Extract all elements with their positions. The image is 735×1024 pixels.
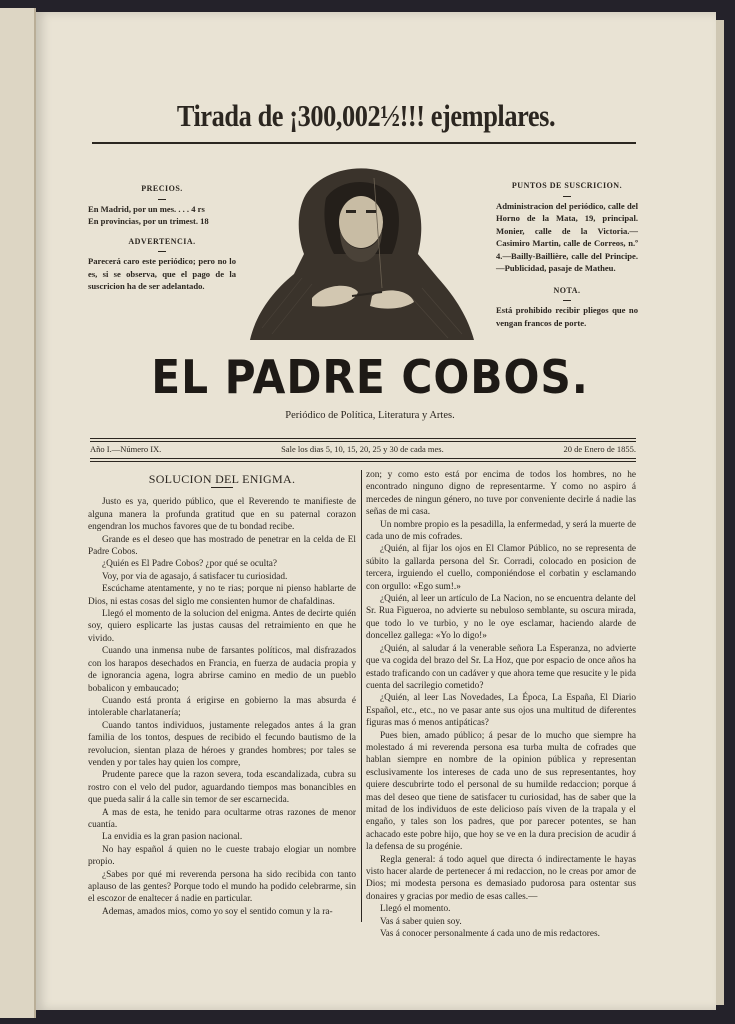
paragraph: Voy, por via de agasajo, á satisfacer tu curiosidad.	[102, 571, 288, 582]
paragraph: ¿Quién, al saludar á la venerable señora La Esperanza, no advierte que va cogida del brazo del Sr. La Hoz, que por espacio de once años ha estado traficando con un cadáver y que ahora teme que resucite y le pida cuenta del sacrilegio cometido?	[366, 643, 636, 691]
top-rule	[92, 142, 636, 144]
article-column-1	[88, 471, 356, 918]
price-provinces: En provincias, por un trimest. 18	[88, 216, 209, 226]
paragraph: ¿Sabes por qué mi reverenda persona ha sido recibida con tanto aplauso de las gentes? Porque todo el mundo ha podido celebrarme, sin el escozor de enaltecer á nadie en particular.	[88, 869, 356, 905]
monk-illustration	[242, 158, 484, 340]
paragraph: Cuando una inmensa nube de farsantes políticos, mal disfrazados con los harapos desechados en Francia, en fuerza de audacia propia y de ignorancia agena, logra abrirse camino en medio de un pueblo bobalicon y embaucado;	[88, 646, 356, 694]
paragraph: No hay español á quien no le cueste trabajo elogiar un nombre propio.	[88, 844, 356, 868]
page-edge	[716, 20, 724, 1005]
paragraph: Justo es ya, querido público, que el Reverendo te manifieste de alguna manera la profunda gratitud que en su paternal corazon engendran los muchos favores que de tu bondad recibe.	[88, 497, 356, 533]
paragraph: Cuando tantos individuos, justamente relegados antes á la gran familia de los tontos, despues de recibido el fecundo bautismo de la revolucion, sientan plaza de héroes y grandes hombres; por tales se venden y por tales hay quien los compre,	[88, 720, 356, 768]
masthead-subtitle: Periódico de Política, Literatura y Artes.	[285, 410, 455, 421]
paragraph: Prudente parece que la razon severa, toda escandalizada, cubra su rostro con el velo del pudor, aguardando tiempos mas bonancibles en que pueda salir á la calle sin temor de ser escarnecida.	[88, 770, 356, 806]
dash	[158, 199, 166, 200]
paragraph: zon; y como esto está por encima de todos los hombres, no he encontrado ninguno digno de representarme. Y como no aspiro á mercedes de ningun género, no tuve por conveniente decirle á nadie las señas de mi casa.	[366, 470, 636, 518]
warning-text: Parecerá caro este periódico; pero no lo es, si se observa, que el pago de la suscricion ha de ser adelantado.	[88, 256, 236, 291]
publication-schedule: Sale los dias 5, 10, 15, 20, 25 y 30 de cada mes.	[281, 444, 444, 454]
info-rule-bottom	[90, 458, 636, 459]
article-title: SOLUCION DEL ENIGMA.	[148, 472, 296, 486]
subscription-points: Administracion del periódico, calle del Horno de la Mata, 19, principal. Monier, calle de la Victoria.—Casimiro Martin, calle de Correos, n.º 4.—Bailly-Baillière, calle del Principe.—Publicidad, pasaje de Matheu.	[496, 200, 638, 273]
paragraph: ¿Quién es El Padre Cobos? ¿por qué se oculta?	[102, 559, 278, 570]
prices-box	[88, 183, 236, 293]
paragraph: A mas de esta, he tenido para ocultarme otras razones de menor cuantía.	[88, 807, 356, 830]
paragraph: La envidia es la gran pasion nacional.	[102, 832, 243, 843]
paragraph: Vas á saber quien soy.	[380, 916, 462, 927]
note-heading: NOTA.	[553, 285, 581, 295]
paragraph: Pues bien, amado público; á pesar de lo mucho que siempre ha molestado á mi reverenda persona esa turba multa de cofrades que hablan siempre en nombre de la opinion pública y representan esclusivamente los intereses de cada uno de sus representantes, hoy quiere descubrirte todo el personal de su humilde redaccion; porque á mas del deseo que tiene de satisfacer tu curiosidad, has de saber que la mitad de los individuos de este delicioso país viven de la trapala y el engaño, y tales son los padres, que por parecer potentes, se han achacado este pobre hijo, que hoy se ve en la dura precision de acudir á la defensa de su progénie.	[366, 730, 636, 853]
info-rule-top-2	[90, 441, 636, 442]
subscription-heading: PUNTOS DE SUSCRICION.	[511, 181, 623, 190]
subscription-box	[496, 180, 638, 329]
paragraph: Grande es el deseo que has mostrado de penetrar en la celda de El Padre Cobos.	[88, 534, 356, 558]
paragraph: Regla general: á todo aquel que directa ó indirectamente le hayas visto hacer alarde de pertenecer á mi redaccion, no le creas por amor de Dios; mi modesta persona es demasiado pudorosa para ostentar sus donaires y gracias por medio de esas calles.—	[366, 854, 636, 902]
paragraph: Cuando está pronta á erigirse en gobierno la mas absurda é intolerable charlatanería;	[88, 695, 356, 719]
info-rule-top	[90, 438, 636, 439]
article-column-2	[366, 469, 636, 940]
note-text: Está prohibido recibir pliegos que no vengan francos de porte.	[496, 305, 638, 328]
paragraph: ¿Quién, al fijar los ojos en El Clamor Público, no se representa de súbito la gallarda persona del Sr. Corradi, colocado en posicion de tercera, irguiendo el cuello, componiéndose el corbatin y esclamando con orgullo: «Ego sum!.»	[366, 544, 636, 592]
issue-number: Año I.—Número IX.	[90, 444, 162, 454]
issue-info-line	[90, 444, 636, 454]
paragraph: Ademas, amados mios, como yo soy el sentido comun y la ra-	[102, 906, 333, 917]
dash	[158, 251, 166, 252]
dash	[563, 300, 571, 301]
paragraph: Llegó el momento.	[380, 904, 451, 915]
paragraph: Escúchame atentamente, y no te rias; porque ni pienso hablarte de Dios, ni estas cosas del siglo me consienten humor de chafaldinas.	[88, 584, 356, 607]
dash	[563, 196, 571, 197]
facing-page-edge	[0, 8, 36, 1018]
title-rule	[211, 487, 233, 488]
price-madrid: En Madrid, por un mes. . . . 4 rs	[88, 203, 205, 214]
paragraph: Llegó el momento de la solucion del enigma. Antes de decirte quién soy, quiero esplicarte las justas causas del retraimiento en que he vivido.	[88, 609, 356, 644]
prices-heading: PRECIOS.	[141, 184, 183, 193]
paragraph: ¿Quién, al leer un artículo de La Nacion, no se encuentra delante del Sr. Rua Figueroa, no advierte su nebuloso semblante, su oscura mirada, que todo lo ve turbio, y no le oye esclamar, haciendo alarde de doncellez gallega: «Yo lo digo!»	[366, 594, 636, 642]
paragraph: Vas á conocer personalmente á cada uno de mis redactores.	[380, 929, 600, 940]
info-rule-bottom-2	[90, 461, 636, 462]
column-divider	[361, 470, 362, 922]
warning-heading: ADVERTENCIA.	[128, 236, 196, 246]
masthead-title: EL PADRE COBOS.	[151, 350, 589, 404]
print-run-banner: Tirada de ¡300,002½!!! ejemplares.	[176, 98, 556, 133]
issue-date: 20 de Enero de 1855.	[563, 444, 636, 454]
paragraph: Un nombre propio es la pesadilla, la enfermedad, y será la muerte de cada uno de mis cofrades.	[366, 519, 636, 543]
paragraph: ¿Quién, al leer Las Novedades, La Época, La España, El Diario Español, etc., etc., no ve pasar ante sus ojos una multitud de diferentes figuras mas ó menos antipáticas?	[366, 693, 636, 729]
